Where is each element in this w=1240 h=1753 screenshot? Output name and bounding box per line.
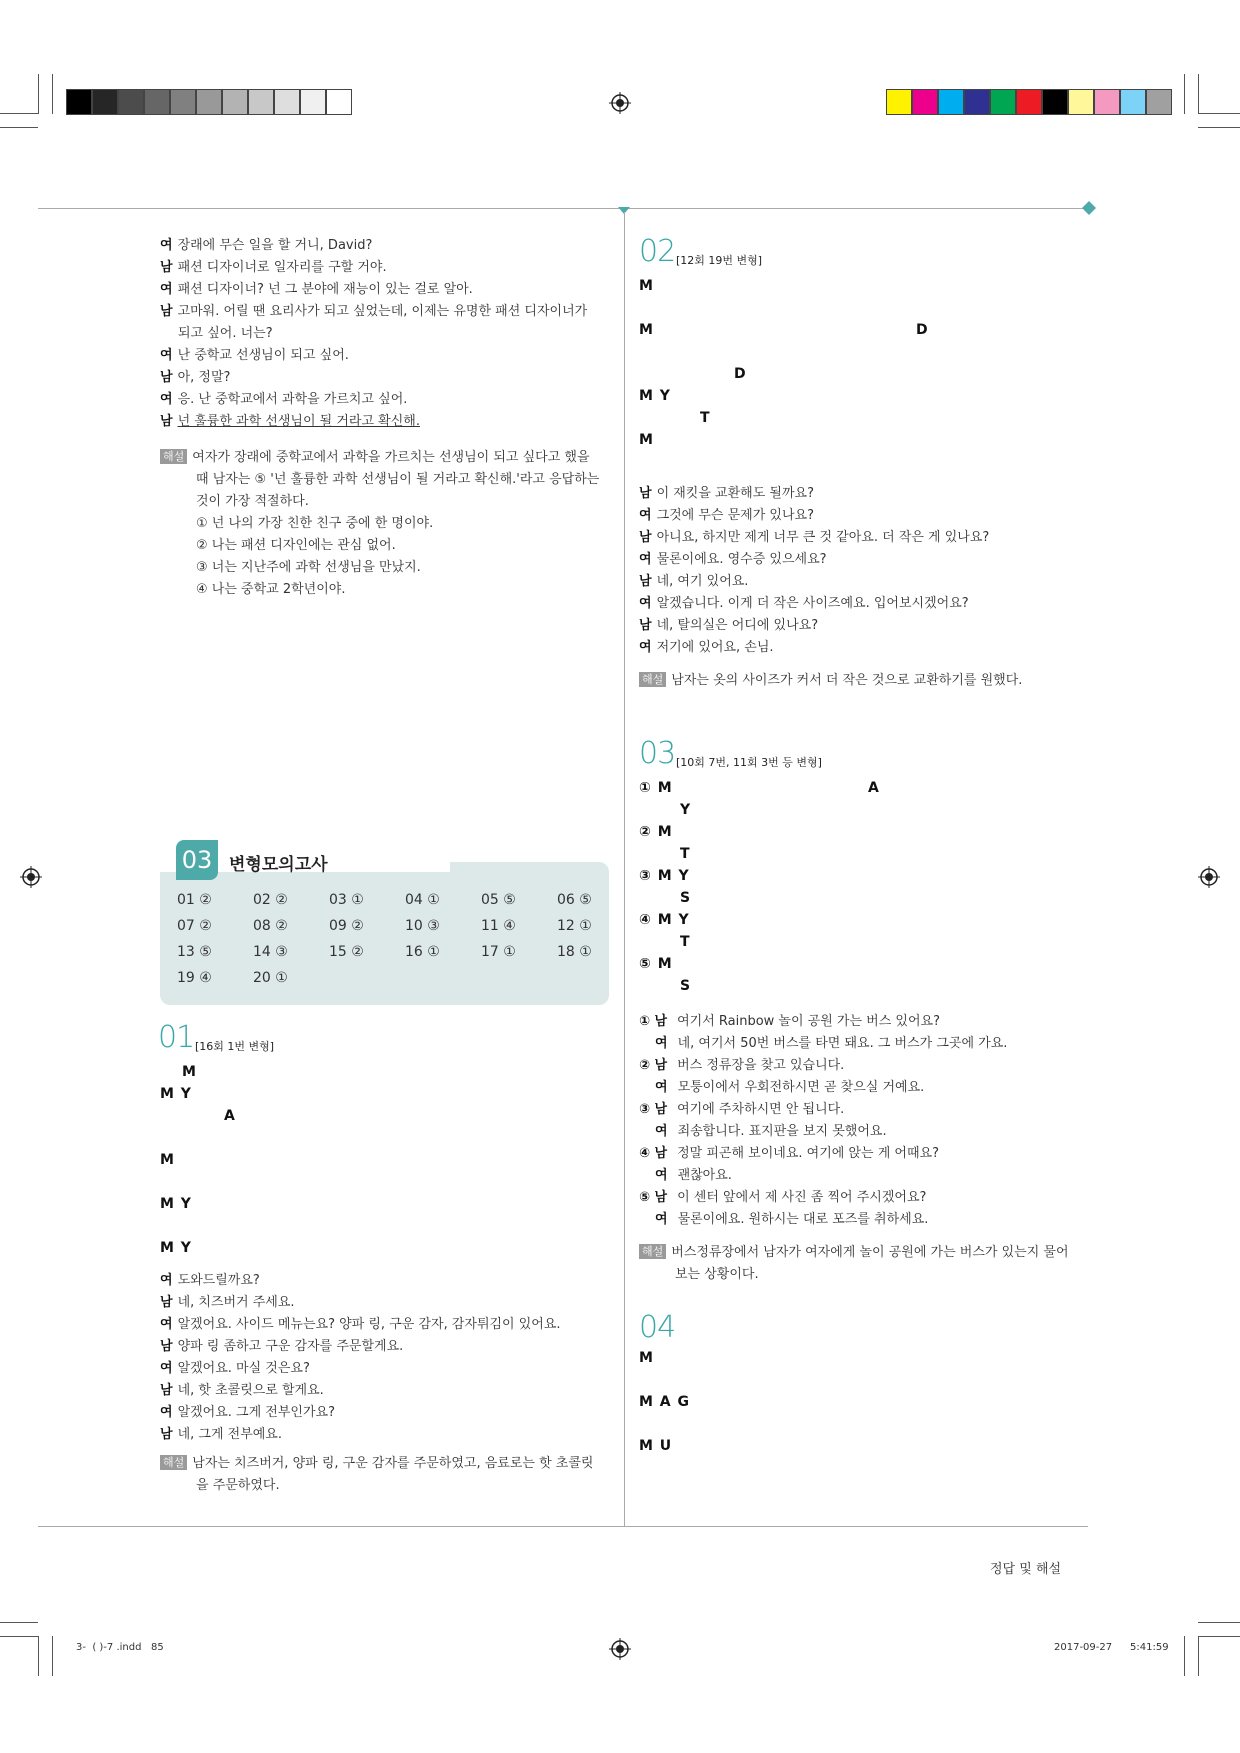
- speaker-label: 여: [160, 1405, 173, 1420]
- english-script-line: ③ M Y: [639, 868, 690, 884]
- question-number-04: 04: [639, 1310, 676, 1345]
- explanation-text: ② 나는 패션 디자인에는 관심 없어.: [196, 538, 396, 553]
- q03-dialogue-line: [655, 1035, 1007, 1053]
- speaker-label: 남: [160, 304, 173, 319]
- registration-mark-icon: [609, 92, 631, 114]
- speaker-label: ④ 남: [639, 1146, 668, 1161]
- speaker-label: 여: [160, 238, 173, 253]
- question-number-01: 01: [158, 1020, 195, 1055]
- speaker-label: 여: [639, 552, 652, 567]
- answer-key-box: [160, 862, 609, 1005]
- answer-cell: 19 ④: [177, 970, 212, 986]
- explanation-text: ③ 너는 지난주에 과학 선생님을 만났지.: [196, 560, 421, 575]
- line-text: 괜찮아요.: [677, 1168, 732, 1183]
- column-divider: [624, 212, 625, 1526]
- line-text: 죄송합니다. 표지판을 보지 못했어요.: [677, 1124, 887, 1139]
- english-script-line: M Y: [160, 1240, 192, 1256]
- line-text: 버스 정류장을 찾고 있습니다.: [677, 1058, 845, 1073]
- speaker-label: 남: [160, 414, 173, 429]
- crop-mark: [1198, 1636, 1240, 1637]
- english-script-line: M: [160, 1152, 175, 1168]
- english-script-line: M Y: [160, 1086, 192, 1102]
- explanation-line: [196, 471, 599, 489]
- right.q02_lines-line: [639, 639, 774, 657]
- speaker-label: 남: [639, 574, 652, 589]
- line-text: 도와드릴까요?: [177, 1273, 260, 1288]
- diamond-marker-icon: [1082, 201, 1096, 215]
- line-text: 저기에 있어요, 손님.: [656, 640, 774, 655]
- line-text: 알겠어요. 사이드 메뉴는요? 양파 링, 구운 감자, 감자튀김이 있어요.: [177, 1317, 561, 1332]
- q03-dialogue-line: [639, 1189, 926, 1207]
- line-text: 알겠어요. 그게 전부인가요?: [177, 1405, 335, 1420]
- crop-mark: [52, 1636, 53, 1676]
- explanation-text: 것이 가장 적절하다.: [196, 494, 309, 509]
- explanation-line: [675, 1266, 759, 1284]
- color-swatch: [1016, 89, 1042, 115]
- line-text: 그것에 무슨 문제가 있나요?: [656, 508, 814, 523]
- speaker-label: 남: [160, 260, 173, 275]
- english-script-line: A: [868, 780, 880, 796]
- speaker-label: 여: [655, 1124, 668, 1139]
- gray-swatch: [118, 89, 144, 115]
- english-script-line: M Y: [160, 1196, 192, 1212]
- explanation-text: 여자가 장래에 중학교에서 과학을 가르치는 선생님이 되고 싶다고 했을: [192, 450, 590, 465]
- left.intro_lines-line: [160, 413, 420, 431]
- color-swatch: [938, 89, 964, 115]
- speaker-label: ⑤ 남: [639, 1190, 668, 1205]
- answer-cell: 11 ④: [481, 918, 516, 934]
- question-note-03: [10회 7번, 11회 3번 등 변형]: [676, 756, 822, 769]
- line-text: 여기에 주차하시면 안 됩니다.: [677, 1102, 845, 1117]
- answer-cell: 05 ⑤: [481, 892, 516, 908]
- crop-mark: [0, 127, 38, 128]
- left.intro_lines-line: [160, 391, 407, 409]
- english-script-line: T: [680, 846, 691, 862]
- speaker-label: 여: [160, 348, 173, 363]
- english-script-line: S: [680, 978, 692, 994]
- explanation-tag: 해설: [639, 672, 666, 687]
- color-swatch: [1042, 89, 1068, 115]
- gray-swatch: [170, 89, 196, 115]
- left.q01_lines-line: [160, 1426, 282, 1444]
- answer-cell: 17 ①: [481, 944, 516, 960]
- speaker-label: 여: [160, 1361, 173, 1376]
- q03-dialogue-line: [655, 1079, 924, 1097]
- speaker-label: ① 남: [639, 1014, 668, 1029]
- answer-cell: 12 ①: [557, 918, 592, 934]
- gray-swatch: [274, 89, 300, 115]
- color-swatch: [990, 89, 1016, 115]
- speaker-label: 여: [160, 282, 173, 297]
- answer-cell: 13 ⑤: [177, 944, 212, 960]
- explanation-line: [196, 493, 309, 511]
- right.q02_lines-line: [639, 551, 827, 569]
- line-text: 네, 여기 있어요.: [656, 574, 749, 589]
- q03-dialogue-line: [655, 1123, 887, 1141]
- color-swatch: [886, 89, 912, 115]
- gray-swatch: [248, 89, 274, 115]
- right.q02_lines-line: [639, 529, 989, 547]
- color-swatch: [912, 89, 938, 115]
- line-text: 정말 피곤해 보이네요. 여기에 앉는 게 어때요?: [677, 1146, 939, 1161]
- right.q02_lines-line: [639, 617, 818, 635]
- speaker-label: 여: [639, 640, 652, 655]
- speaker-label: ③ 남: [639, 1102, 668, 1117]
- gray-swatch: [66, 89, 92, 115]
- left.intro_lines-line: [160, 259, 387, 277]
- right.q02_lines-line: [639, 485, 814, 503]
- answer-cell: 01 ②: [177, 892, 212, 908]
- explanation-text: 남자는 치즈버거, 양파 링, 구운 감자를 주문하였고, 음료로는 핫 초콜릿: [192, 1456, 594, 1471]
- crop-mark: [1198, 1622, 1240, 1623]
- question-note-01: [16회 1번 변형]: [195, 1040, 275, 1053]
- registration-mark-icon: [609, 1638, 631, 1660]
- speaker-label: 여: [655, 1168, 668, 1183]
- english-script-line: S: [680, 890, 692, 906]
- english-script-line: M: [639, 322, 654, 338]
- q03-dialogue-line: [655, 1167, 732, 1185]
- explanation-line: [196, 515, 433, 533]
- explanation-tag: 해설: [639, 1244, 666, 1259]
- english-script-line: M U: [639, 1438, 673, 1454]
- crop-mark: [38, 1636, 39, 1676]
- crop-mark: [0, 1622, 38, 1623]
- crop-mark: [1198, 113, 1240, 114]
- speaker-label: 여: [160, 1273, 173, 1288]
- line-text: 아니요, 하지만 제게 너무 큰 것 같아요. 더 작은 게 있나요?: [656, 530, 990, 545]
- speaker-label: 여: [655, 1036, 668, 1051]
- left.q01_lines-line: [160, 1294, 295, 1312]
- speaker-label: 남: [639, 530, 652, 545]
- english-script-line: M A G: [639, 1394, 691, 1410]
- answer-cell: 02 ②: [253, 892, 288, 908]
- gray-swatch: [222, 89, 248, 115]
- gray-swatch: [300, 89, 326, 115]
- right.q02_lines-line: [639, 507, 814, 525]
- registration-mark-icon: [20, 866, 42, 888]
- speaker-label: 여: [655, 1080, 668, 1095]
- line-text: 물론이에요. 원하시는 대로 포즈를 취하세요.: [677, 1212, 929, 1227]
- q03-dialogue-line: [655, 1211, 928, 1229]
- line-text: 되고 싶어. 너는?: [178, 326, 273, 341]
- line-text: 양파 링 좀하고 구운 감자를 주문할게요.: [177, 1339, 404, 1354]
- color-swatch: [1094, 89, 1120, 115]
- question-note-02: [12회 19번 변형]: [676, 254, 763, 267]
- english-script-line: ⑤ M: [639, 956, 673, 972]
- line-text: 이 센터 앞에서 제 사진 좀 찍어 주시겠어요?: [677, 1190, 927, 1205]
- answer-cell: 16 ①: [405, 944, 440, 960]
- left.intro_lines-line: [160, 347, 349, 365]
- crop-mark: [1184, 74, 1185, 114]
- left.intro_lines-line: [160, 281, 473, 299]
- speaker-label: 남: [160, 370, 173, 385]
- answer-cell: 20 ①: [253, 970, 288, 986]
- english-script-line: Y: [680, 802, 692, 818]
- answer-cell: 07 ②: [177, 918, 212, 934]
- line-text: 알겠습니다. 이게 더 작은 사이즈예요. 입어보시겠어요?: [656, 596, 969, 611]
- line-text: 여기서 Rainbow 놀이 공원 가는 버스 있어요?: [677, 1014, 941, 1029]
- line-text: 네, 핫 초콜릿으로 할게요.: [177, 1383, 324, 1398]
- left.q01_lines-line: [160, 1316, 561, 1334]
- crop-mark: [38, 74, 39, 114]
- top-rule: [38, 208, 1088, 209]
- q03-dialogue-line: [639, 1057, 844, 1075]
- question-number-03: 03: [639, 736, 676, 771]
- speaker-label: 여: [639, 596, 652, 611]
- english-script-line: M: [639, 1350, 654, 1366]
- explanation-line: [196, 581, 345, 599]
- answer-badge: 03: [176, 840, 218, 880]
- explanation-line: [160, 1455, 593, 1473]
- left.intro_lines-line: [160, 303, 587, 321]
- section-label: 정답 및 해설: [990, 1562, 1062, 1577]
- english-script-line: ④ M Y: [639, 912, 690, 928]
- speaker-label: 남: [160, 1295, 173, 1310]
- crop-mark: [1198, 127, 1240, 128]
- q03-dialogue-line: [639, 1145, 939, 1163]
- speaker-label: 남: [160, 1427, 173, 1442]
- speaker-label: 남: [160, 1339, 173, 1354]
- english-script-line: T: [680, 934, 691, 950]
- left.q01_lines-line: [160, 1382, 324, 1400]
- english-script-line: A: [224, 1108, 236, 1124]
- line-text: 물론이에요. 영수증 있으세요?: [656, 552, 827, 567]
- bottom-rule: [38, 1526, 1088, 1527]
- line-text: 아, 정말?: [177, 370, 231, 385]
- crop-mark: [1198, 74, 1199, 114]
- explanation-text: ④ 나는 중학교 2학년이야.: [196, 582, 346, 597]
- explanation-text: ① 넌 나의 가장 친한 친구 중에 한 명이야.: [196, 516, 434, 531]
- left.q01_lines-line: [160, 1338, 403, 1356]
- speaker-label: 남: [639, 618, 652, 633]
- explanation-tag: 해설: [160, 1455, 187, 1470]
- english-script-line: D: [916, 322, 929, 338]
- english-script-line: ① M: [639, 780, 673, 796]
- line-text: 난 중학교 선생님이 되고 싶어.: [177, 348, 349, 363]
- gray-swatch: [196, 89, 222, 115]
- line-text: 네, 탈의실은 어디에 있나요?: [656, 618, 819, 633]
- q03-dialogue-line: [639, 1013, 940, 1031]
- answer-cell: 18 ①: [557, 944, 592, 960]
- speaker-label: 여: [655, 1212, 668, 1227]
- line-text: 알겠어요. 마실 것은요?: [177, 1361, 310, 1376]
- line-text: 네, 치즈버거 주세요.: [177, 1295, 295, 1310]
- color-swatch: [1120, 89, 1146, 115]
- explanation-text: 남자는 옷의 사이즈가 커서 더 작은 것으로 교환하기를 원했다.: [671, 673, 1023, 688]
- registration-mark-icon: [1198, 866, 1220, 888]
- color-swatch: [1146, 89, 1172, 115]
- print-time: 5:41:59: [1130, 1642, 1169, 1653]
- speaker-label: 여: [160, 1317, 173, 1332]
- answer-cell: 09 ②: [329, 918, 364, 934]
- line-text: 네, 여기서 50번 버스를 타면 돼요. 그 버스가 그곳에 가요.: [677, 1036, 1008, 1051]
- explanation-line: [196, 537, 396, 555]
- english-script-line: ② M: [639, 824, 673, 840]
- answer-cell: 06 ⑤: [557, 892, 592, 908]
- gray-swatch: [144, 89, 170, 115]
- speaker-label: 여: [639, 508, 652, 523]
- answer-cell: 03 ①: [329, 892, 364, 908]
- left.intro_lines-line: [160, 369, 230, 387]
- answer-cell: 15 ②: [329, 944, 364, 960]
- crop-mark: [1184, 1636, 1185, 1676]
- left.q01_lines-line: [160, 1272, 260, 1290]
- crop-mark: [0, 113, 38, 114]
- english-script-line: M Y: [639, 388, 671, 404]
- english-script-line: M: [639, 278, 654, 294]
- line-text: 고마워. 어릴 땐 요리사가 되고 싶었는데, 이제는 유명한 패션 디자이너가: [177, 304, 588, 319]
- answer-cell: 10 ③: [405, 918, 440, 934]
- color-swatch: [964, 89, 990, 115]
- answer-title: 변형모의고사: [229, 855, 328, 875]
- crop-mark: [52, 74, 53, 114]
- line-text: 패션 디자이너? 넌 그 분야에 재능이 있는 걸로 알아.: [177, 282, 473, 297]
- explanation-line: [160, 449, 590, 467]
- left.intro_lines-line: [178, 325, 273, 343]
- speaker-label: 남: [639, 486, 652, 501]
- english-script-line: M: [182, 1064, 197, 1080]
- left.intro_lines-line: [160, 237, 372, 255]
- english-script-line: D: [734, 366, 747, 382]
- crop-mark: [0, 1636, 38, 1637]
- line-text: 이 재킷을 교환해도 될까요?: [656, 486, 814, 501]
- left.q01_lines-line: [160, 1360, 310, 1378]
- line-text: 응. 난 중학교에서 과학을 가르치고 싶어.: [177, 392, 408, 407]
- explanation-text: 보는 상황이다.: [675, 1267, 759, 1282]
- speaker-label: ② 남: [639, 1058, 668, 1073]
- right.q02_lines-line: [639, 573, 748, 591]
- speaker-label: 남: [160, 1383, 173, 1398]
- english-script-line: T: [700, 410, 711, 426]
- explanation-line: [196, 559, 421, 577]
- explanation-line: [639, 1244, 1069, 1262]
- answer-cell: 14 ③: [253, 944, 288, 960]
- line-text: 패션 디자이너로 일자리를 구할 거야.: [177, 260, 387, 275]
- answer-cell: 08 ②: [253, 918, 288, 934]
- explanation-text: 을 주문하였다.: [196, 1478, 280, 1493]
- line-text: 모퉁이에서 우회전하시면 곧 찾으실 거예요.: [677, 1080, 925, 1095]
- answer-cell: 04 ①: [405, 892, 440, 908]
- line-text: 네, 그게 전부예요.: [177, 1427, 282, 1442]
- q03-dialogue-line: [639, 1101, 844, 1119]
- print-date: 2017-09-27: [1054, 1642, 1113, 1653]
- english-script-line: M: [639, 432, 654, 448]
- line-text: 장래에 무슨 일을 할 거니, David?: [177, 238, 373, 253]
- explanation-text: 때 남자는 ⑤ '넌 훌륭한 과학 선생님이 될 거라고 확신해.'라고 응답하는: [196, 472, 600, 487]
- crop-mark: [1198, 1636, 1199, 1676]
- file-info: 3- ( )-7 .indd 85: [76, 1642, 164, 1653]
- gray-swatch: [92, 89, 118, 115]
- explanation-line: [196, 1477, 280, 1495]
- gray-swatch: [326, 89, 352, 115]
- color-swatch: [1068, 89, 1094, 115]
- question-number-02: 02: [639, 234, 676, 269]
- explanation-tag: 해설: [160, 449, 187, 464]
- explanation-line: [639, 672, 1022, 690]
- speaker-label: 여: [160, 392, 173, 407]
- left.q01_lines-line: [160, 1404, 335, 1422]
- right.q02_lines-line: [639, 595, 969, 613]
- explanation-text: 버스정류장에서 남자가 여자에게 놀이 공원에 가는 버스가 있는지 물어: [671, 1245, 1069, 1260]
- line-text: 넌 훌륭한 과학 선생님이 될 거라고 확신해.: [177, 414, 420, 429]
